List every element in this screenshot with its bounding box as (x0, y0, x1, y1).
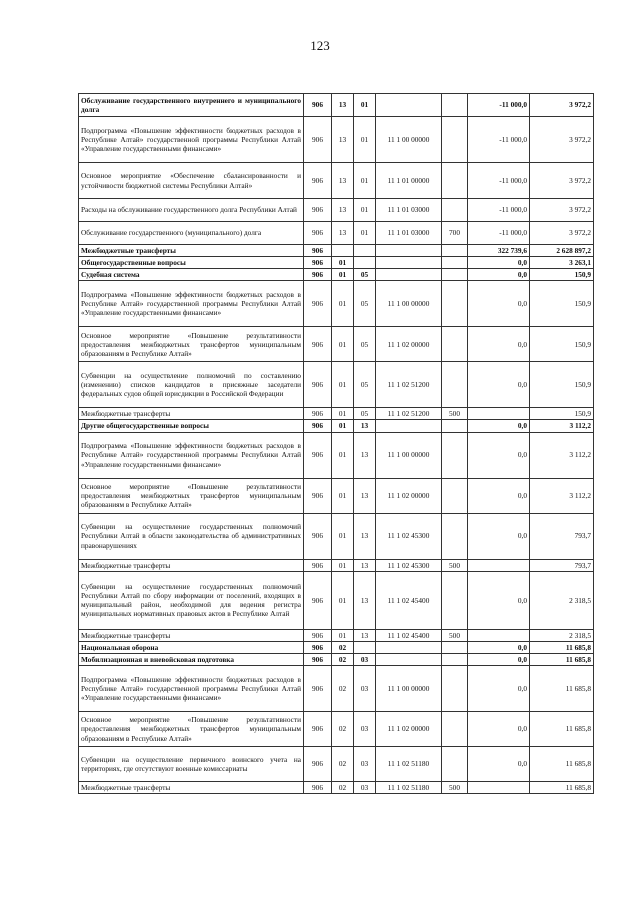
row-expense-type (442, 163, 468, 199)
row-amount-total: 3 972,2 (530, 94, 594, 117)
row-expense-type (442, 478, 468, 513)
row-target-article (376, 641, 442, 653)
row-name: Субвенции на осуществление государственных полномочий Республики Алтай в области законодательства об административных правонарушениях (79, 513, 304, 559)
row-expense-type (442, 269, 468, 281)
row-section-code: 01 (332, 281, 354, 327)
row-department-code: 906 (304, 94, 332, 117)
row-expense-type (442, 281, 468, 327)
row-amount-change: -11 000,0 (468, 163, 530, 199)
row-amount-change: 0,0 (468, 653, 530, 665)
table-row (79, 117, 594, 163)
table-row (79, 269, 594, 281)
row-amount-change: 0,0 (468, 420, 530, 432)
table-row (79, 665, 594, 711)
row-subsection-code: 01 (354, 94, 376, 117)
table-row (79, 478, 594, 513)
row-expense-type: 500 (442, 781, 468, 793)
row-subsection-code: 05 (354, 408, 376, 420)
row-expense-type (442, 711, 468, 746)
row-subsection-code: 13 (354, 629, 376, 641)
row-amount-total: 11 685,8 (530, 746, 594, 781)
row-amount-total: 3 972,2 (530, 199, 594, 222)
row-amount-total: 150,9 (530, 362, 594, 408)
row-expense-type: 500 (442, 559, 468, 571)
row-target-article: 11 1 01 00000 (376, 163, 442, 199)
row-amount-change: 0,0 (468, 478, 530, 513)
row-name: Межбюджетные трансферты (79, 629, 304, 641)
row-amount-change: 0,0 (468, 281, 530, 327)
row-name: Межбюджетные трансферты (79, 408, 304, 420)
row-expense-type (442, 746, 468, 781)
table-row (79, 513, 594, 559)
row-target-article: 11 1 01 03000 (376, 222, 442, 245)
row-section-code: 13 (332, 117, 354, 163)
table-row (79, 420, 594, 432)
row-target-article (376, 245, 442, 257)
table-row (79, 281, 594, 327)
row-subsection-code: 03 (354, 781, 376, 793)
row-amount-change (468, 559, 530, 571)
row-target-article: 11 1 02 51200 (376, 362, 442, 408)
row-section-code: 01 (332, 269, 354, 281)
row-amount-change: 0,0 (468, 362, 530, 408)
table-row (79, 653, 594, 665)
row-department-code: 906 (304, 117, 332, 163)
row-department-code: 906 (304, 432, 332, 478)
row-amount-total: 2 628 897,2 (530, 245, 594, 257)
row-subsection-code (354, 641, 376, 653)
row-target-article (376, 269, 442, 281)
row-amount-total: 3 112,2 (530, 420, 594, 432)
row-amount-total: 3 112,2 (530, 478, 594, 513)
row-name: Мобилизационная и вневойсковая подготовка (79, 653, 304, 665)
row-department-code: 906 (304, 281, 332, 327)
table-row (79, 641, 594, 653)
table-row (79, 781, 594, 793)
row-department-code: 906 (304, 222, 332, 245)
row-subsection-code (354, 257, 376, 269)
row-section-code: 02 (332, 641, 354, 653)
row-section-code: 01 (332, 432, 354, 478)
row-expense-type (442, 665, 468, 711)
row-subsection-code: 13 (354, 513, 376, 559)
row-department-code: 906 (304, 513, 332, 559)
row-name: Обслуживание государственного внутреннего и муниципального долга (79, 94, 304, 117)
row-amount-total: 11 685,8 (530, 653, 594, 665)
row-target-article (376, 420, 442, 432)
row-section-code: 01 (332, 362, 354, 408)
row-name: Основное мероприятие «Повышение результативности предоставления межбюджетных трансфертов муниципальным образованиям в Республике Алтай» (79, 711, 304, 746)
row-name: Межбюджетные трансферты (79, 559, 304, 571)
row-target-article: 11 1 02 00000 (376, 478, 442, 513)
row-section-code: 01 (332, 257, 354, 269)
table-row (79, 711, 594, 746)
row-section-code: 01 (332, 408, 354, 420)
row-expense-type (442, 362, 468, 408)
table-row (79, 222, 594, 245)
row-target-article: 11 1 00 00000 (376, 117, 442, 163)
row-amount-change: 322 739,6 (468, 245, 530, 257)
row-amount-change: 0,0 (468, 571, 530, 629)
row-expense-type (442, 199, 468, 222)
row-name: Основное мероприятие «Обеспечение сбалансированности и устойчивости бюджетной системы Республики Алтай» (79, 163, 304, 199)
row-name: Субвенции на осуществление первичного воинского учета на территориях, где отсутствуют военные комиссариаты (79, 746, 304, 781)
table-row (79, 746, 594, 781)
row-department-code: 906 (304, 163, 332, 199)
table-row (79, 163, 594, 199)
row-subsection-code: 13 (354, 559, 376, 571)
row-amount-change: 0,0 (468, 513, 530, 559)
row-amount-total: 3 972,2 (530, 163, 594, 199)
row-expense-type (442, 420, 468, 432)
row-name: Основное мероприятие «Повышение результативности предоставления межбюджетных трансфертов муниципальным образованиям в Республике Алтай» (79, 327, 304, 362)
row-subsection-code: 01 (354, 199, 376, 222)
row-subsection-code: 01 (354, 163, 376, 199)
row-expense-type: 500 (442, 408, 468, 420)
row-amount-change (468, 629, 530, 641)
row-subsection-code: 05 (354, 362, 376, 408)
row-target-article: 11 1 00 00000 (376, 281, 442, 327)
row-target-article: 11 1 02 45400 (376, 629, 442, 641)
table-row (79, 327, 594, 362)
row-subsection-code: 13 (354, 432, 376, 478)
table-row (79, 94, 594, 117)
row-amount-change: 0,0 (468, 665, 530, 711)
row-department-code: 906 (304, 641, 332, 653)
row-subsection-code: 05 (354, 269, 376, 281)
table-row (79, 629, 594, 641)
row-department-code: 906 (304, 245, 332, 257)
row-amount-change: -11 000,0 (468, 117, 530, 163)
row-name: Подпрограмма «Повышение эффективности бюджетных расходов в Республике Алтай» государственной программы Республики Алтай «Управление государственными финансами» (79, 117, 304, 163)
row-section-code: 01 (332, 629, 354, 641)
row-name: Другие общегосударственные вопросы (79, 420, 304, 432)
row-target-article: 11 1 00 00000 (376, 432, 442, 478)
row-section-code: 02 (332, 781, 354, 793)
row-expense-type: 700 (442, 222, 468, 245)
row-expense-type (442, 653, 468, 665)
row-amount-total: 3 112,2 (530, 432, 594, 478)
row-section-code: 13 (332, 222, 354, 245)
table-row (79, 257, 594, 269)
row-target-article: 11 1 02 00000 (376, 711, 442, 746)
row-amount-total: 150,9 (530, 408, 594, 420)
row-section-code: 13 (332, 199, 354, 222)
row-target-article: 11 1 02 00000 (376, 327, 442, 362)
row-department-code: 906 (304, 653, 332, 665)
row-amount-change: 0,0 (468, 269, 530, 281)
row-expense-type: 500 (442, 629, 468, 641)
row-department-code: 906 (304, 327, 332, 362)
row-target-article: 11 1 02 51200 (376, 408, 442, 420)
row-department-code: 906 (304, 571, 332, 629)
row-name: Подпрограмма «Повышение эффективности бюджетных расходов в Республике Алтай» государственной программы Республики Алтай «Управление государственными финансами» (79, 665, 304, 711)
row-name: Подпрограмма «Повышение эффективности бюджетных расходов в Республике Алтай» государственной программы Республики Алтай «Управление государственными финансами» (79, 281, 304, 327)
row-target-article: 11 1 00 00000 (376, 665, 442, 711)
row-section-code: 01 (332, 559, 354, 571)
table-row (79, 432, 594, 478)
row-section-code (332, 245, 354, 257)
row-department-code: 906 (304, 711, 332, 746)
row-section-code: 01 (332, 513, 354, 559)
row-amount-total: 793,7 (530, 559, 594, 571)
row-amount-change: 0,0 (468, 746, 530, 781)
row-subsection-code: 13 (354, 420, 376, 432)
row-department-code: 906 (304, 269, 332, 281)
row-name: Общегосударственные вопросы (79, 257, 304, 269)
row-amount-change: -11 000,0 (468, 199, 530, 222)
row-subsection-code: 13 (354, 571, 376, 629)
row-amount-total: 150,9 (530, 327, 594, 362)
row-name: Подпрограмма «Повышение эффективности бюджетных расходов в Республике Алтай» государственной программы Республики Алтай «Управление государственными финансами» (79, 432, 304, 478)
row-section-code: 01 (332, 571, 354, 629)
row-department-code: 906 (304, 665, 332, 711)
row-name: Субвенции на осуществление полномочий по составлению (изменению) списков кандидатов в присяжные заседатели федеральных судов общей юрисдикции в Российской Федерации (79, 362, 304, 408)
table-row (79, 199, 594, 222)
row-department-code: 906 (304, 478, 332, 513)
row-subsection-code: 13 (354, 478, 376, 513)
row-target-article: 11 1 02 51180 (376, 746, 442, 781)
row-target-article: 11 1 01 03000 (376, 199, 442, 222)
row-amount-change: -11 000,0 (468, 94, 530, 117)
row-target-article (376, 94, 442, 117)
row-amount-total: 150,9 (530, 281, 594, 327)
row-amount-change: -11 000,0 (468, 222, 530, 245)
page-number: 123 (310, 38, 330, 53)
row-subsection-code: 05 (354, 327, 376, 362)
row-section-code: 01 (332, 478, 354, 513)
row-subsection-code: 01 (354, 117, 376, 163)
row-subsection-code: 03 (354, 746, 376, 781)
row-section-code: 02 (332, 711, 354, 746)
row-amount-total: 11 685,8 (530, 781, 594, 793)
row-expense-type (442, 641, 468, 653)
row-amount-total: 3 263,1 (530, 257, 594, 269)
row-amount-total: 793,7 (530, 513, 594, 559)
row-department-code: 906 (304, 420, 332, 432)
budget-table (78, 93, 594, 794)
row-expense-type (442, 257, 468, 269)
row-name: Межбюджетные трансферты (79, 245, 304, 257)
row-target-article: 11 1 02 45300 (376, 559, 442, 571)
row-amount-total: 11 685,8 (530, 641, 594, 653)
row-target-article: 11 1 02 45400 (376, 571, 442, 629)
row-section-code: 02 (332, 653, 354, 665)
table-row (79, 362, 594, 408)
row-expense-type (442, 327, 468, 362)
table-row (79, 245, 594, 257)
row-amount-change: 0,0 (468, 711, 530, 746)
row-subsection-code: 03 (354, 665, 376, 711)
table-row (79, 571, 594, 629)
row-amount-change: 0,0 (468, 432, 530, 478)
row-expense-type (442, 432, 468, 478)
row-expense-type (442, 571, 468, 629)
row-department-code: 906 (304, 199, 332, 222)
row-amount-total: 3 972,2 (530, 222, 594, 245)
row-amount-change: 0,0 (468, 257, 530, 269)
row-department-code: 906 (304, 781, 332, 793)
row-department-code: 906 (304, 362, 332, 408)
row-name: Межбюджетные трансферты (79, 781, 304, 793)
row-section-code: 02 (332, 746, 354, 781)
row-amount-change: 0,0 (468, 327, 530, 362)
row-amount-total: 2 318,5 (530, 629, 594, 641)
row-name: Национальная оборона (79, 641, 304, 653)
row-amount-total: 11 685,8 (530, 711, 594, 746)
row-name: Основное мероприятие «Повышение результативности предоставления межбюджетных трансфертов муниципальным образованиям в Республике Алтай» (79, 478, 304, 513)
row-subsection-code: 03 (354, 711, 376, 746)
row-expense-type (442, 117, 468, 163)
row-amount-total: 2 318,5 (530, 571, 594, 629)
row-section-code: 01 (332, 327, 354, 362)
row-amount-total: 150,9 (530, 269, 594, 281)
table-row (79, 408, 594, 420)
row-expense-type (442, 94, 468, 117)
row-section-code: 13 (332, 94, 354, 117)
row-amount-total: 11 685,8 (530, 665, 594, 711)
row-amount-change (468, 781, 530, 793)
row-expense-type (442, 513, 468, 559)
row-department-code: 906 (304, 629, 332, 641)
row-department-code: 906 (304, 746, 332, 781)
row-department-code: 906 (304, 559, 332, 571)
row-name: Субвенции на осуществление государственных полномочий Республики Алтай по сбору информации от поселений, входящих в муниципальный район, необходимой для ведения регистра муниципальных нормативных правовых актов в Республике Алтай (79, 571, 304, 629)
row-section-code: 02 (332, 665, 354, 711)
row-section-code: 01 (332, 420, 354, 432)
row-name: Расходы на обслуживание государственного долга Республики Алтай (79, 199, 304, 222)
row-department-code: 906 (304, 257, 332, 269)
row-amount-total: 3 972,2 (530, 117, 594, 163)
row-subsection-code: 01 (354, 222, 376, 245)
table-row (79, 559, 594, 571)
row-subsection-code (354, 245, 376, 257)
row-expense-type (442, 245, 468, 257)
row-target-article (376, 653, 442, 665)
row-subsection-code: 03 (354, 653, 376, 665)
table-body (79, 94, 594, 794)
row-department-code: 906 (304, 408, 332, 420)
row-name: Обслуживание государственного (муниципального) долга (79, 222, 304, 245)
row-target-article (376, 257, 442, 269)
row-subsection-code: 05 (354, 281, 376, 327)
row-amount-change: 0,0 (468, 641, 530, 653)
row-amount-change (468, 408, 530, 420)
row-target-article: 11 1 02 51180 (376, 781, 442, 793)
row-name: Судебная система (79, 269, 304, 281)
row-target-article: 11 1 02 45300 (376, 513, 442, 559)
row-section-code: 13 (332, 163, 354, 199)
